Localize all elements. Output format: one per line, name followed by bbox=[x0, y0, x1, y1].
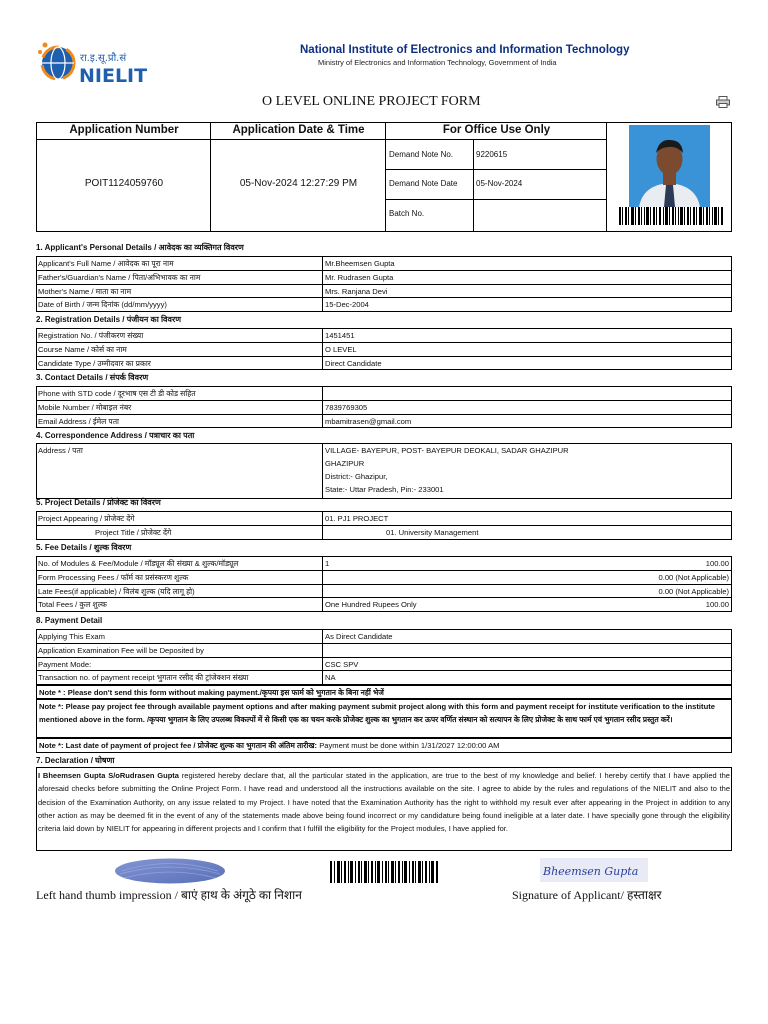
row-label: Email Address / ईमेल पता bbox=[37, 415, 323, 428]
org-name: National Institute of Electronics and Information Technology bbox=[300, 44, 630, 56]
app-no-header: Application Number bbox=[69, 124, 179, 136]
row-value bbox=[324, 644, 731, 657]
row-amount: 100.00 bbox=[705, 600, 729, 610]
payment-table bbox=[36, 629, 732, 685]
table-row bbox=[37, 526, 731, 540]
row-value: O LEVEL bbox=[325, 344, 357, 354]
applicant-signature bbox=[540, 858, 648, 882]
row-label: Candidate Type / उम्मीदवार का प्रकार bbox=[37, 357, 323, 370]
table-row bbox=[37, 630, 731, 644]
demand-note-no-label: Demand Note No. bbox=[389, 150, 454, 159]
table-row bbox=[37, 271, 731, 285]
row-label: Father's/Guardian's Name / पिता/अभिभावक का नाम bbox=[37, 271, 323, 284]
nielit-logo bbox=[36, 37, 156, 89]
section-registration-title: 2. Registration Details / पंजीयन का विवरण bbox=[36, 315, 182, 324]
table-row bbox=[37, 644, 731, 658]
section-project-title: 5. Project Details / प्रोजेक्ट का विवरण bbox=[36, 498, 161, 507]
form-title: O LEVEL ONLINE PROJECT FORM bbox=[262, 94, 481, 109]
table-row bbox=[37, 658, 731, 672]
section-contact-title: 3. Contact Details / संपर्क विवरण bbox=[36, 373, 149, 382]
row-label: Payment Mode: bbox=[37, 658, 323, 671]
demand-note-date-label: Demand Note Date bbox=[389, 179, 458, 188]
row-value: mbamitrasen@gmail.com bbox=[325, 416, 412, 426]
table-row bbox=[37, 671, 731, 685]
section-payment-title: 8. Payment Detail bbox=[36, 616, 103, 625]
office-col-divider bbox=[473, 139, 474, 231]
note-last-date bbox=[36, 738, 732, 753]
applicant-photo bbox=[629, 125, 710, 207]
address-value bbox=[324, 444, 731, 498]
row-value: 01. University Management bbox=[386, 527, 479, 537]
thumb-impression bbox=[114, 858, 226, 884]
batch-no-label: Batch No. bbox=[389, 209, 425, 218]
row-value: 1 bbox=[325, 559, 330, 568]
app-date-header: Application Date & Time bbox=[232, 124, 365, 136]
contact-details-table bbox=[36, 386, 732, 428]
row-value: One Hundred Rupees Only bbox=[325, 600, 417, 610]
address-table bbox=[36, 443, 732, 499]
address-line: District:- Ghazipur, bbox=[325, 472, 388, 481]
row-label: Registration No. / पंजीकरण संख्या bbox=[37, 329, 323, 342]
declaration-text bbox=[36, 767, 732, 851]
row-value: NA bbox=[325, 673, 336, 683]
globe-icon bbox=[38, 43, 74, 80]
logo-text: NIELIT bbox=[79, 65, 148, 87]
table-row bbox=[37, 415, 731, 429]
row-label: Transaction no. of payment receipt भुगतान रसीद की ट्रांजेक्शन संख्या bbox=[37, 671, 323, 684]
logo-hindi-text: रा.इ.सू.प्रौ.सं bbox=[80, 53, 127, 64]
table-row bbox=[37, 598, 731, 612]
section-address-title: 4. Correspondence Address / पत्राचार का पता bbox=[36, 431, 195, 440]
note-pay-project-fee: Note *: Please pay project fee through available payment options and after making payment submit project along with this form and payment receipt for institute verification to the institute mentioned above in the form. /कृपया भुगतान के लिए उपलब्ध विकल्पों में से किसी एक का चयन करके प्रोजेक्ट शुल्क का भुगतान कर ऊपर वर्णित संस्थान को सत्यापन के लिए प्रोजेक्ट के साथ फार्म एवं भुगतान रसीद प्रस्तुत करें। bbox=[36, 699, 732, 738]
table-row bbox=[37, 512, 731, 526]
table-row bbox=[37, 387, 731, 401]
row-label: Applying This Exam bbox=[37, 630, 323, 643]
declarant-name: I Bheemsen Gupta S/oRudrasen Gupta bbox=[38, 771, 179, 780]
row-value: 15-Dec-2004 bbox=[325, 300, 369, 310]
row-amount: 0.00 (Not Applicable) bbox=[658, 586, 729, 596]
table-row bbox=[37, 557, 731, 571]
table-row bbox=[37, 257, 731, 271]
printer-icon[interactable] bbox=[716, 95, 730, 107]
row-label: Project Appearing / प्रोजेक्ट देंगे bbox=[37, 512, 323, 525]
table-row bbox=[37, 401, 731, 415]
section-fee-title: 5. Fee Details / शुल्क विवरण bbox=[36, 543, 132, 552]
row-label: Date of Birth / जन्म दिनांक (dd/mm/yyyy) bbox=[37, 298, 323, 311]
row-label: Late Fees(if applicable) / विलंब शुल्क (यदि लागू हो) bbox=[37, 585, 323, 598]
address-line: VILLAGE- BAYEPUR, POST- BAYEPUR DEOKALI, SADAR GHAZIPUR bbox=[325, 446, 569, 455]
row-label: Applicant's Full Name / आवेदक का पूरा नाम bbox=[37, 257, 323, 270]
last-date-value: Payment must be done within 1/31/2027 12:00:00 AM bbox=[317, 741, 500, 750]
registration-details-table bbox=[36, 328, 732, 370]
fee-table bbox=[36, 556, 732, 612]
application-summary-table bbox=[36, 122, 732, 232]
app-no-value: POIT1124059760 bbox=[84, 178, 164, 189]
row-value bbox=[324, 387, 731, 400]
table-row bbox=[37, 285, 731, 299]
row-value: 01. PJ1 PROJECT bbox=[325, 514, 389, 523]
table-row bbox=[37, 298, 731, 312]
row-label: Course Name / कोर्स का नाम bbox=[37, 343, 323, 356]
office-divider-1 bbox=[386, 169, 607, 170]
row-value: As Direct Candidate bbox=[325, 632, 393, 641]
row-label: Total Fees / कुल शुल्क bbox=[37, 598, 323, 611]
signature-caption: Signature of Applicant/ हस्ताक्षर bbox=[512, 888, 662, 902]
signature-text: Bheemsen Gupta bbox=[543, 865, 639, 878]
note-no-payment: Note * : Please don't send this form without making payment./कृपया इस फार्म को भुगतान के बिना नहीं भेजें bbox=[36, 685, 732, 699]
table-row bbox=[37, 343, 731, 357]
section-declaration-title: 7. Declaration / घोषणा bbox=[36, 756, 115, 765]
row-label: No. of Modules & Fee/Module / मॉड्यूल की संख्या & शुल्क/मॉड्यूल bbox=[37, 557, 323, 570]
row-value: Mrs. Ranjana Devi bbox=[325, 286, 388, 296]
declaration-body: registered hereby declare that, all the particular stated in the application, are true to the best of my knowledge and belief. I hereby certify that I have applied the aforesaid checks before submitting the Online Project Form. I have read and understood all the instructions available on the site. I agree to abide by the rules and regulations of the NIELIT and also to the decision of the Examination Authority, on any issue related to my Project. I have noted that the Examination Authority has the right to withhold my result ever after appearing in the Project in addition to any other action as may be deemed fit in the event of any of the statements made above being found incorrect or my candidature being found ineligible at a later date. I have specially gone through the eligibility criteria laid down by NIELIT for appearing in different projects and I confirm that I fulfill the eligibility for the Project modules, I have applied for. bbox=[38, 771, 730, 834]
row-value: CSC SPV bbox=[325, 659, 359, 669]
table-row bbox=[37, 444, 731, 499]
project-table bbox=[36, 511, 732, 540]
row-value: Mr.Bheemsen Gupta bbox=[325, 259, 395, 268]
row-label: Mobile Number / मोबाइल नंबर bbox=[37, 401, 323, 414]
application-barcode bbox=[619, 207, 723, 225]
table-row bbox=[37, 571, 731, 585]
app-date-value: 05-Nov-2024 12:27:29 PM bbox=[239, 178, 358, 189]
row-label: Application Examination Fee will be Deposited by bbox=[37, 644, 323, 657]
table-row bbox=[37, 357, 731, 371]
row-label: Address / पता bbox=[37, 444, 323, 498]
address-line: GHAZIPUR bbox=[325, 459, 365, 468]
org-subtitle: Ministry of Electronics and Information Technology, Government of India bbox=[318, 58, 557, 67]
row-value: 1451451 bbox=[325, 331, 355, 340]
row-value: Mr. Rudrasen Gupta bbox=[325, 272, 394, 282]
demand-note-no-value: 9220615 bbox=[476, 150, 508, 159]
address-line: State:- Uttar Pradesh, Pin:- 233001 bbox=[325, 485, 444, 494]
footer-barcode bbox=[330, 861, 438, 883]
demand-note-date-value: 05-Nov-2024 bbox=[476, 179, 523, 188]
section-personal-title: 1. Applicant's Personal Details / आवेदक का व्यक्तिगत विवरण bbox=[36, 243, 244, 252]
row-label: Phone with STD code / दूरभाष एस टी डी कोड सहित bbox=[37, 387, 323, 400]
office-header: For Office Use Only bbox=[442, 124, 551, 136]
row-amount: 0.00 (Not Applicable) bbox=[658, 572, 729, 582]
thumb-caption: Left hand thumb impression / बाएं हाथ के अंगूठे का निशान bbox=[36, 888, 302, 902]
row-label: Project Title / प्रोजेक्ट देंगे bbox=[37, 526, 323, 539]
row-value: 7839769305 bbox=[325, 402, 368, 412]
table-row bbox=[37, 329, 731, 343]
row-value: Direct Candidate bbox=[325, 358, 382, 368]
office-divider-2 bbox=[386, 199, 607, 200]
row-label: Mother's Name / माता का नाम bbox=[37, 285, 323, 298]
row-label: Form Processing Fees / फॉर्म का प्रसंस्करण शुल्क bbox=[37, 571, 323, 584]
header-divider bbox=[37, 139, 607, 140]
row-amount: 100.00 bbox=[705, 559, 729, 568]
personal-details-table bbox=[36, 256, 732, 312]
table-row bbox=[37, 585, 731, 599]
last-date-label: Note *: Last date of payment of project fee / प्रोजेक्ट शुल्क का भुगतान की अंतिम तारीख: bbox=[39, 741, 318, 750]
